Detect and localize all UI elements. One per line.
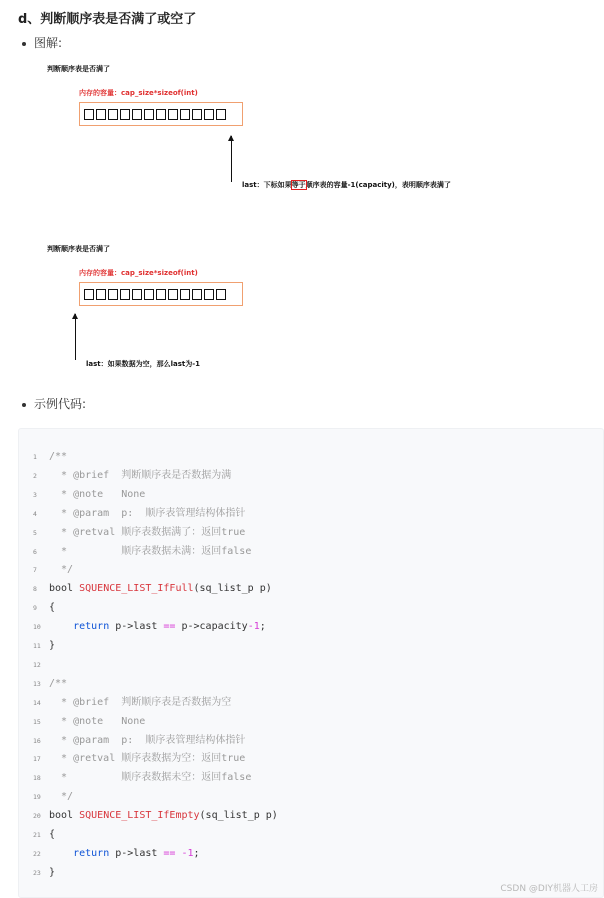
figure1-memory-label: 内存的容量：cap_size*sizeof(int) (79, 89, 198, 97)
memory-cell (108, 289, 118, 300)
memory-cell (192, 289, 202, 300)
memory-cell (168, 109, 178, 120)
line-number: 9 (33, 604, 37, 613)
line-number: 15 (33, 717, 41, 726)
code-text: * @param p: 顺序表管理结构体指针 (49, 734, 246, 746)
memory-cell (204, 109, 214, 120)
code-text: * @retval 顺序表数据为空：返回true (49, 753, 246, 765)
memory-cell (120, 109, 130, 120)
memory-cell (180, 289, 190, 300)
code-text: * @param p: 顺序表管理结构体指针 (49, 507, 246, 519)
bullet-diagram-label: 图解: (34, 36, 63, 50)
code-text: * @brief 判断顺序表是否数据为空 (49, 696, 232, 708)
code-text: * @retval 顺序表数据满了：返回true (49, 526, 246, 538)
code-text: } (49, 866, 56, 878)
line-number: 7 (33, 566, 37, 575)
line-number: 5 (33, 528, 37, 537)
memory-cell (96, 289, 106, 300)
memory-cell (156, 289, 166, 300)
memory-cell (180, 109, 190, 120)
memory-cell (168, 289, 178, 300)
line-number: 4 (33, 509, 37, 518)
line-number: 20 (33, 812, 41, 821)
line-number: 17 (33, 755, 41, 764)
figure1-note-before: last：下标如果 (242, 181, 292, 189)
memory-cell (216, 109, 226, 120)
line-number: 2 (33, 471, 37, 480)
line-number: 12 (33, 660, 41, 669)
line-number: 16 (33, 736, 41, 745)
figure1-memory-block (79, 102, 243, 126)
code-text: /** (49, 451, 68, 462)
figure2-memory-block (79, 282, 243, 306)
figure1-note-after: 顺序表的容量-1(capacity)，表明顺序表满了 (305, 181, 451, 189)
code-text: * @note None (49, 488, 146, 500)
figure2-memory-label: 内存的容量：cap_size*sizeof(int) (79, 269, 198, 277)
code-text: } (49, 640, 56, 651)
code-text: * @note None (49, 715, 146, 727)
line-number: 21 (33, 831, 41, 839)
figure1-up-arrow (231, 136, 232, 182)
code-text: { (49, 829, 56, 840)
code-text: */ (49, 791, 74, 803)
section-heading: d、判断顺序表是否满了或空了 (18, 12, 197, 27)
memory-cell (96, 109, 106, 120)
code-text: return p->last == -1; (73, 847, 200, 859)
memory-cell (204, 289, 214, 300)
bullet-dot (22, 403, 26, 407)
memory-cell (132, 109, 142, 120)
memory-cell (192, 109, 202, 120)
figure1-title: 判断顺序表是否满了 (47, 65, 110, 73)
memory-cell (84, 109, 94, 120)
line-number: 1 (33, 453, 37, 461)
code-text: return p->last == p->capacity-1; (73, 621, 266, 633)
memory-cell (84, 289, 94, 300)
memory-cell (216, 289, 226, 300)
line-number: 6 (33, 547, 37, 556)
line-number: 22 (33, 849, 41, 858)
line-number: 13 (33, 679, 41, 688)
figure2-note: last：如果数据为空，那么last为-1 (86, 360, 201, 368)
bullet-code-label: 示例代码: (34, 397, 87, 411)
line-number: 3 (33, 490, 37, 499)
figure2-title: 判断顺序表是否满了 (47, 245, 110, 253)
code-text: { (49, 602, 56, 614)
bullet-dot (22, 42, 26, 46)
line-number: 18 (33, 774, 41, 783)
code-text: bool SQUENCE_LIST_IfFull(sq_list_p p) (49, 583, 272, 595)
line-number: 14 (33, 698, 41, 707)
figure1-note (242, 180, 451, 190)
line-number: 19 (33, 793, 41, 802)
memory-cell (144, 109, 154, 120)
code-text: * 顺序表数据未满：返回false (49, 545, 252, 557)
code-text: */ (49, 564, 74, 576)
line-number: 23 (33, 868, 41, 877)
code-text: bool SQUENCE_LIST_IfEmpty(sq_list_p p) (49, 810, 278, 822)
figure1-note-highlight: 等于 (291, 181, 306, 189)
code-text: * @brief 判断顺序表是否数据为满 (49, 469, 232, 481)
bullet-diagram (22, 34, 62, 51)
memory-cell (156, 109, 166, 120)
code-text: /** (49, 677, 68, 689)
code-block[interactable] (18, 428, 604, 898)
watermark: CSDN @DIY机器人工房 (500, 884, 598, 894)
line-number: 11 (33, 642, 41, 650)
memory-cell (144, 289, 154, 300)
memory-cell (120, 289, 130, 300)
line-number: 8 (33, 585, 37, 594)
code-text: * 顺序表数据未空：返回false (49, 772, 252, 784)
figure2-up-arrow (75, 314, 76, 360)
memory-cell (132, 289, 142, 300)
memory-cell (108, 109, 118, 120)
bullet-code (22, 395, 86, 412)
line-number: 10 (33, 623, 41, 632)
